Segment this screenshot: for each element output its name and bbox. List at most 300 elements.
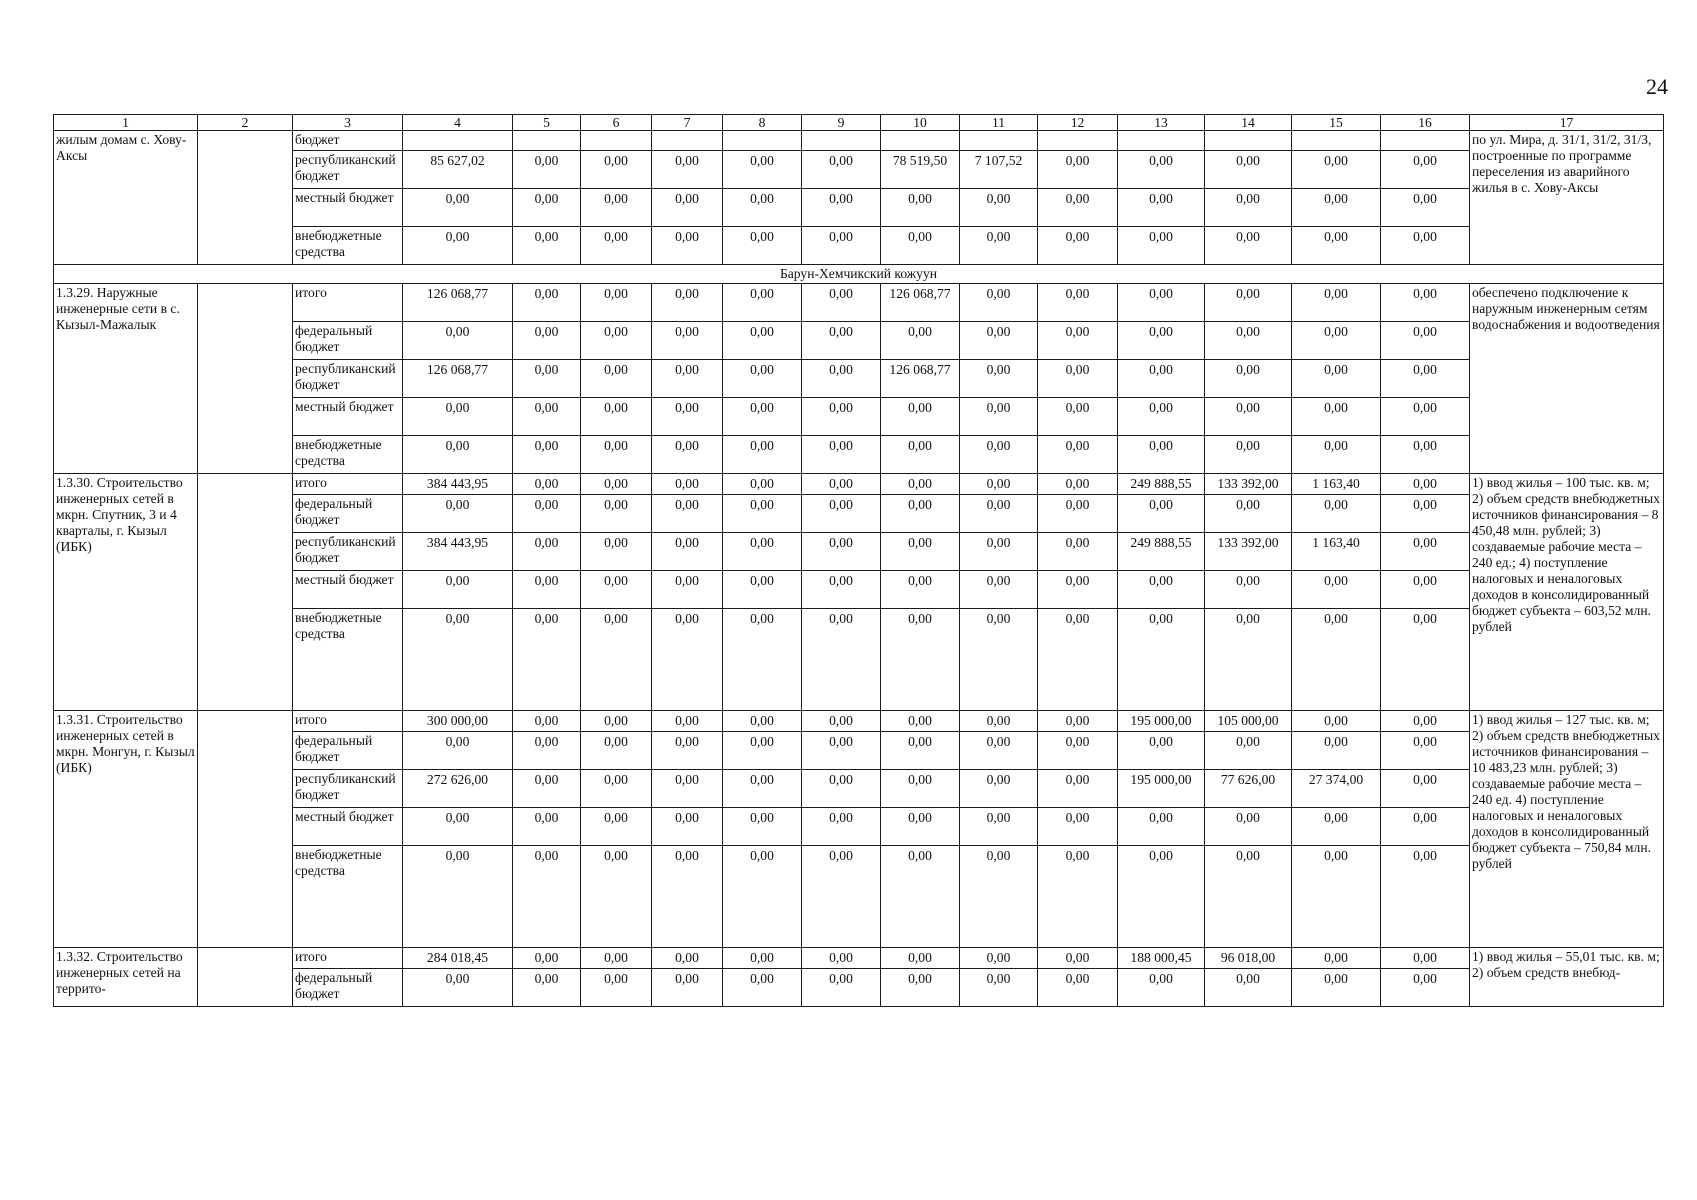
funding-source-cell: республиканский бюджет (293, 533, 403, 571)
value-cell: 0,00 (581, 711, 652, 732)
value-cell: 0,00 (1292, 284, 1381, 322)
value-cell: 0,00 (652, 322, 723, 360)
value-cell: 0,00 (1292, 398, 1381, 436)
value-cell (1118, 131, 1205, 151)
value-cell: 0,00 (1038, 189, 1118, 227)
value-cell: 0,00 (652, 808, 723, 846)
value-cell: 0,00 (581, 436, 652, 474)
value-cell: 0,00 (1038, 571, 1118, 609)
column-header-cell: 13 (1118, 115, 1205, 131)
value-cell: 0,00 (403, 227, 513, 265)
value-cell: 0,00 (1381, 360, 1470, 398)
column-header-cell: 12 (1038, 115, 1118, 131)
value-cell: 0,00 (581, 322, 652, 360)
value-cell: 0,00 (1381, 609, 1470, 711)
value-cell: 0,00 (403, 398, 513, 436)
value-cell: 0,00 (403, 969, 513, 1007)
value-cell: 0,00 (403, 732, 513, 770)
value-cell: 1 163,40 (1292, 533, 1381, 571)
empty-cell (198, 474, 293, 711)
value-cell: 126 068,77 (403, 284, 513, 322)
value-cell: 0,00 (723, 770, 802, 808)
value-cell: 0,00 (1381, 732, 1470, 770)
funding-source-cell: местный бюджет (293, 571, 403, 609)
value-cell: 0,00 (1292, 495, 1381, 533)
value-cell: 126 068,77 (881, 360, 960, 398)
value-cell: 0,00 (802, 436, 881, 474)
value-cell: 0,00 (403, 609, 513, 711)
value-cell: 0,00 (960, 436, 1038, 474)
section-title: Барун-Хемчикский кожуун (54, 265, 1664, 284)
value-cell: 0,00 (581, 969, 652, 1007)
column-header-cell: 15 (1292, 115, 1381, 131)
funding-source-cell: республиканский бюджет (293, 770, 403, 808)
table-row (54, 495, 1664, 533)
value-cell: 0,00 (802, 284, 881, 322)
value-cell: 126 068,77 (403, 360, 513, 398)
column-header-cell: 5 (513, 115, 581, 131)
value-cell: 249 888,55 (1118, 474, 1205, 495)
funding-source-cell: внебюджетные средства (293, 609, 403, 711)
value-cell: 0,00 (802, 969, 881, 1007)
empty-cell (198, 948, 293, 1007)
value-cell: 0,00 (1118, 609, 1205, 711)
value-cell: 300 000,00 (403, 711, 513, 732)
value-cell: 0,00 (881, 732, 960, 770)
value-cell (1038, 131, 1118, 151)
value-cell: 0,00 (513, 151, 581, 189)
value-cell: 0,00 (960, 227, 1038, 265)
value-cell: 0,00 (723, 495, 802, 533)
funding-source-cell: внебюджетные средства (293, 436, 403, 474)
value-cell (581, 131, 652, 151)
column-header-cell: 10 (881, 115, 960, 131)
funding-source-cell: итого (293, 948, 403, 969)
value-cell: 0,00 (513, 533, 581, 571)
column-header-cell: 4 (403, 115, 513, 131)
value-cell: 0,00 (403, 571, 513, 609)
value-cell: 0,00 (1205, 227, 1292, 265)
object-name-cell: 1.3.31. Строительство инженерных сетей в мкрн. Монгун, г. Кызыл (ИБК) (54, 711, 198, 948)
value-cell: 0,00 (1205, 284, 1292, 322)
value-cell: 0,00 (1292, 151, 1381, 189)
value-cell: 0,00 (723, 571, 802, 609)
result-cell: по ул. Мира, д. 31/1, 31/2, 31/3, построенные по программе переселения из аварийного жилья в с. Хову-Аксы (1470, 131, 1664, 265)
value-cell: 0,00 (1038, 609, 1118, 711)
value-cell: 0,00 (1038, 151, 1118, 189)
value-cell: 0,00 (1381, 322, 1470, 360)
value-cell: 0,00 (1118, 808, 1205, 846)
value-cell: 0,00 (960, 948, 1038, 969)
value-cell: 0,00 (723, 189, 802, 227)
table-row (54, 533, 1664, 571)
column-header-cell: 6 (581, 115, 652, 131)
value-cell: 0,00 (513, 808, 581, 846)
value-cell: 0,00 (723, 227, 802, 265)
value-cell: 0,00 (1292, 846, 1381, 948)
value-cell: 0,00 (513, 495, 581, 533)
value-cell (1205, 131, 1292, 151)
empty-cell (198, 711, 293, 948)
table-row (54, 189, 1664, 227)
funding-source-cell: местный бюджет (293, 189, 403, 227)
value-cell: 0,00 (1038, 808, 1118, 846)
value-cell: 0,00 (581, 533, 652, 571)
empty-cell (198, 284, 293, 474)
funding-source-cell: федеральный бюджет (293, 322, 403, 360)
value-cell: 0,00 (1292, 227, 1381, 265)
value-cell: 0,00 (1205, 571, 1292, 609)
column-header-cell: 7 (652, 115, 723, 131)
table-row (54, 770, 1664, 808)
value-cell: 0,00 (1038, 284, 1118, 322)
value-cell: 0,00 (1292, 360, 1381, 398)
value-cell: 0,00 (802, 495, 881, 533)
column-header-cell: 1 (54, 115, 198, 131)
value-cell: 0,00 (802, 360, 881, 398)
value-cell: 0,00 (1292, 436, 1381, 474)
value-cell: 0,00 (1038, 322, 1118, 360)
funding-source-cell: внебюджетные средства (293, 227, 403, 265)
value-cell: 0,00 (1292, 808, 1381, 846)
value-cell: 0,00 (802, 151, 881, 189)
value-cell: 96 018,00 (1205, 948, 1292, 969)
value-cell: 0,00 (652, 360, 723, 398)
value-cell: 0,00 (513, 284, 581, 322)
funding-source-cell: итого (293, 284, 403, 322)
value-cell: 0,00 (881, 969, 960, 1007)
result-cell: 1) ввод жилья – 55,01 тыс. кв. м; 2) объем средств внебюд- (1470, 948, 1664, 1007)
value-cell: 0,00 (1381, 846, 1470, 948)
value-cell: 0,00 (960, 284, 1038, 322)
value-cell: 0,00 (1038, 969, 1118, 1007)
value-cell: 0,00 (581, 609, 652, 711)
value-cell: 0,00 (802, 770, 881, 808)
value-cell: 0,00 (1205, 398, 1292, 436)
value-cell: 0,00 (881, 770, 960, 808)
value-cell: 0,00 (1292, 189, 1381, 227)
value-cell: 0,00 (1118, 284, 1205, 322)
value-cell: 0,00 (1292, 732, 1381, 770)
value-cell: 0,00 (1381, 533, 1470, 571)
value-cell: 0,00 (1038, 474, 1118, 495)
value-cell: 0,00 (581, 284, 652, 322)
value-cell: 0,00 (960, 711, 1038, 732)
value-cell: 0,00 (881, 711, 960, 732)
value-cell (1381, 131, 1470, 151)
value-cell: 0,00 (403, 189, 513, 227)
value-cell: 0,00 (802, 474, 881, 495)
value-cell: 0,00 (881, 189, 960, 227)
value-cell: 0,00 (581, 360, 652, 398)
value-cell: 0,00 (581, 398, 652, 436)
value-cell: 272 626,00 (403, 770, 513, 808)
value-cell: 0,00 (403, 495, 513, 533)
value-cell: 0,00 (1118, 322, 1205, 360)
value-cell: 0,00 (1381, 189, 1470, 227)
value-cell: 0,00 (723, 360, 802, 398)
value-cell: 0,00 (1292, 711, 1381, 732)
value-cell: 0,00 (581, 571, 652, 609)
value-cell: 0,00 (652, 846, 723, 948)
value-cell: 0,00 (802, 322, 881, 360)
value-cell: 0,00 (960, 322, 1038, 360)
value-cell: 0,00 (1118, 189, 1205, 227)
value-cell: 0,00 (581, 151, 652, 189)
value-cell (652, 131, 723, 151)
value-cell: 0,00 (881, 322, 960, 360)
value-cell: 0,00 (652, 770, 723, 808)
value-cell: 0,00 (403, 846, 513, 948)
value-cell: 0,00 (802, 571, 881, 609)
value-cell: 0,00 (881, 495, 960, 533)
value-cell: 384 443,95 (403, 533, 513, 571)
value-cell: 0,00 (723, 284, 802, 322)
value-cell: 0,00 (1292, 571, 1381, 609)
value-cell: 0,00 (652, 398, 723, 436)
value-cell: 0,00 (802, 189, 881, 227)
value-cell: 0,00 (1381, 227, 1470, 265)
value-cell: 0,00 (513, 609, 581, 711)
value-cell: 0,00 (802, 846, 881, 948)
value-cell: 0,00 (652, 948, 723, 969)
table-row (54, 609, 1664, 711)
value-cell (1292, 131, 1381, 151)
value-cell: 0,00 (802, 533, 881, 571)
value-cell: 0,00 (652, 189, 723, 227)
value-cell: 0,00 (1038, 398, 1118, 436)
column-header-row (54, 115, 1664, 131)
value-cell: 0,00 (723, 398, 802, 436)
value-cell: 0,00 (652, 151, 723, 189)
value-cell: 0,00 (1118, 846, 1205, 948)
value-cell: 0,00 (960, 571, 1038, 609)
value-cell: 0,00 (723, 151, 802, 189)
value-cell: 0,00 (1038, 360, 1118, 398)
value-cell: 0,00 (960, 609, 1038, 711)
column-header-cell: 3 (293, 115, 403, 131)
value-cell: 0,00 (1038, 770, 1118, 808)
page-number: 24 (1646, 74, 1668, 99)
table-row (54, 808, 1664, 846)
object-name-cell: 1.3.30. Строительство инженерных сетей в мкрн. Спутник, 3 и 4 кварталы, г. Кызыл (ИБК) (54, 474, 198, 711)
value-cell: 0,00 (652, 732, 723, 770)
value-cell: 0,00 (513, 732, 581, 770)
value-cell: 0,00 (513, 711, 581, 732)
value-cell: 195 000,00 (1118, 711, 1205, 732)
value-cell: 0,00 (1038, 711, 1118, 732)
value-cell: 0,00 (960, 846, 1038, 948)
value-cell: 0,00 (1118, 398, 1205, 436)
value-cell: 0,00 (1205, 808, 1292, 846)
column-header-cell: 14 (1205, 115, 1292, 131)
value-cell: 0,00 (581, 948, 652, 969)
value-cell: 0,00 (1292, 609, 1381, 711)
value-cell: 0,00 (513, 227, 581, 265)
value-cell: 133 392,00 (1205, 474, 1292, 495)
value-cell: 0,00 (723, 846, 802, 948)
value-cell: 0,00 (652, 495, 723, 533)
value-cell: 0,00 (1381, 948, 1470, 969)
value-cell: 0,00 (652, 711, 723, 732)
table-row (54, 846, 1664, 948)
value-cell: 0,00 (960, 495, 1038, 533)
value-cell: 0,00 (881, 533, 960, 571)
value-cell: 0,00 (881, 948, 960, 969)
value-cell: 284 018,45 (403, 948, 513, 969)
value-cell: 0,00 (881, 571, 960, 609)
value-cell: 0,00 (1381, 398, 1470, 436)
value-cell: 0,00 (1381, 151, 1470, 189)
value-cell: 0,00 (513, 398, 581, 436)
value-cell: 0,00 (513, 969, 581, 1007)
table-row (54, 436, 1664, 474)
column-header-cell: 11 (960, 115, 1038, 131)
value-cell: 0,00 (960, 360, 1038, 398)
value-cell: 0,00 (960, 808, 1038, 846)
value-cell: 0,00 (652, 227, 723, 265)
value-cell: 0,00 (1205, 360, 1292, 398)
table-row (54, 360, 1664, 398)
value-cell: 0,00 (652, 474, 723, 495)
value-cell: 0,00 (1118, 227, 1205, 265)
value-cell: 0,00 (881, 398, 960, 436)
column-header-cell: 17 (1470, 115, 1664, 131)
value-cell: 0,00 (581, 732, 652, 770)
value-cell: 0,00 (723, 474, 802, 495)
value-cell: 0,00 (1118, 495, 1205, 533)
value-cell: 384 443,95 (403, 474, 513, 495)
object-name-cell: 1.3.32. Строительство инженерных сетей на террито- (54, 948, 198, 1007)
funding-source-cell: бюджет (293, 131, 403, 151)
object-name-cell: 1.3.29. Наружные инженерные сети в с. Кызыл-Мажалык (54, 284, 198, 474)
funding-source-cell: республиканский бюджет (293, 151, 403, 189)
table-row (54, 474, 1664, 495)
value-cell: 0,00 (1205, 189, 1292, 227)
value-cell: 0,00 (1118, 436, 1205, 474)
value-cell: 0,00 (581, 495, 652, 533)
value-cell: 0,00 (723, 711, 802, 732)
value-cell: 0,00 (1205, 151, 1292, 189)
value-cell: 0,00 (513, 474, 581, 495)
value-cell: 126 068,77 (881, 284, 960, 322)
value-cell: 85 627,02 (403, 151, 513, 189)
value-cell: 0,00 (960, 474, 1038, 495)
value-cell: 0,00 (513, 436, 581, 474)
table-row (54, 571, 1664, 609)
table-row (54, 322, 1664, 360)
table-row (54, 711, 1664, 732)
value-cell: 0,00 (1205, 322, 1292, 360)
table-row (54, 969, 1664, 1007)
value-cell: 249 888,55 (1118, 533, 1205, 571)
funding-source-cell: федеральный бюджет (293, 495, 403, 533)
funding-source-cell: итого (293, 474, 403, 495)
value-cell: 0,00 (1381, 808, 1470, 846)
column-header-cell: 2 (198, 115, 293, 131)
value-cell: 0,00 (1381, 571, 1470, 609)
table-row (54, 398, 1664, 436)
value-cell: 0,00 (802, 609, 881, 711)
value-cell: 0,00 (802, 711, 881, 732)
value-cell: 0,00 (652, 969, 723, 1007)
value-cell: 0,00 (802, 808, 881, 846)
budget-table (53, 114, 1664, 1007)
funding-source-cell: местный бюджет (293, 808, 403, 846)
funding-source-cell: республиканский бюджет (293, 360, 403, 398)
value-cell: 0,00 (403, 808, 513, 846)
value-cell (403, 131, 513, 151)
value-cell: 0,00 (581, 846, 652, 948)
value-cell: 0,00 (1292, 322, 1381, 360)
value-cell: 0,00 (960, 770, 1038, 808)
value-cell: 0,00 (1038, 436, 1118, 474)
table-row (54, 732, 1664, 770)
table-row (54, 227, 1664, 265)
value-cell: 0,00 (1205, 732, 1292, 770)
value-cell: 0,00 (652, 609, 723, 711)
value-cell: 0,00 (1381, 495, 1470, 533)
value-cell (513, 131, 581, 151)
value-cell: 0,00 (960, 533, 1038, 571)
value-cell: 0,00 (513, 571, 581, 609)
value-cell: 0,00 (1038, 732, 1118, 770)
value-cell: 0,00 (581, 189, 652, 227)
object-name-cell: жилым домам с. Хову-Аксы (54, 131, 198, 265)
value-cell: 0,00 (1118, 969, 1205, 1007)
funding-source-cell: итого (293, 711, 403, 732)
column-header-cell: 9 (802, 115, 881, 131)
value-cell: 0,00 (881, 227, 960, 265)
table-row (54, 131, 1664, 151)
value-cell: 0,00 (1381, 770, 1470, 808)
value-cell: 0,00 (652, 533, 723, 571)
value-cell (881, 131, 960, 151)
value-cell: 0,00 (960, 398, 1038, 436)
value-cell: 0,00 (1038, 846, 1118, 948)
value-cell: 0,00 (1205, 436, 1292, 474)
value-cell: 0,00 (960, 969, 1038, 1007)
value-cell: 0,00 (1118, 571, 1205, 609)
value-cell: 0,00 (1205, 609, 1292, 711)
value-cell: 0,00 (513, 770, 581, 808)
funding-source-cell: федеральный бюджет (293, 732, 403, 770)
section-row (54, 265, 1664, 284)
table-row (54, 948, 1664, 969)
value-cell: 0,00 (881, 609, 960, 711)
value-cell (802, 131, 881, 151)
value-cell: 0,00 (1381, 969, 1470, 1007)
funding-source-cell: федеральный бюджет (293, 969, 403, 1007)
value-cell: 0,00 (513, 948, 581, 969)
value-cell: 188 000,45 (1118, 948, 1205, 969)
value-cell: 0,00 (513, 846, 581, 948)
value-cell: 0,00 (1118, 151, 1205, 189)
empty-cell (198, 131, 293, 265)
value-cell (960, 131, 1038, 151)
value-cell: 7 107,52 (960, 151, 1038, 189)
value-cell: 0,00 (723, 609, 802, 711)
value-cell: 78 519,50 (881, 151, 960, 189)
value-cell: 0,00 (1038, 948, 1118, 969)
value-cell: 0,00 (1381, 711, 1470, 732)
value-cell: 0,00 (723, 808, 802, 846)
result-cell: обеспечено подключение к наружным инженерным сетям водоснабжения и водоотведения (1470, 284, 1664, 474)
value-cell: 0,00 (1118, 732, 1205, 770)
value-cell (723, 131, 802, 151)
value-cell: 0,00 (881, 808, 960, 846)
value-cell: 0,00 (513, 360, 581, 398)
